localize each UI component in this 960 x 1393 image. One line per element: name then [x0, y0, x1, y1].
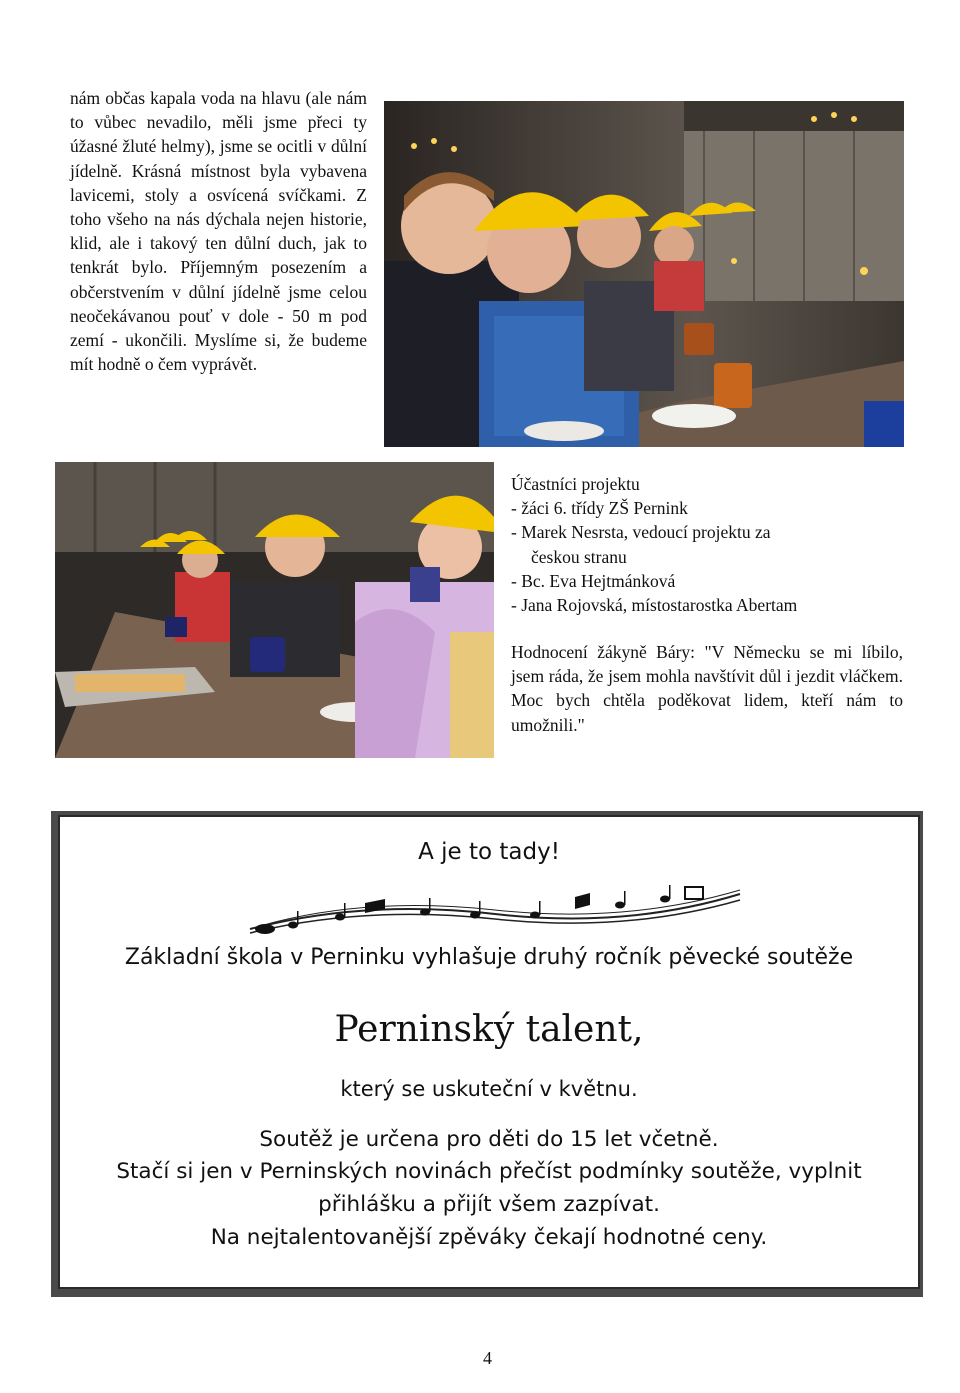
- announcement-heading: A je to tady!: [418, 839, 560, 865]
- participant-line: - Bc. Eva Hejtmánková: [511, 570, 676, 591]
- announcement-instructions-2: přihlášku a přijít všem zazpívat.: [318, 1192, 660, 1217]
- photo-bottom-illustration: [55, 462, 494, 758]
- announcement-instructions-1: Stačí si jen v Perninských novinách přečíst podmínky soutěže, vyplnit: [116, 1159, 862, 1184]
- participants-list: [511, 472, 911, 617]
- children-at-table-photo: [55, 462, 494, 758]
- music-ribbon-icon: [245, 879, 745, 939]
- announcement-prizes: Na nejtalentovanější zpěváky čekají hodnotné ceny.: [210, 1225, 768, 1250]
- competition-title: Perninský talent,: [334, 1009, 644, 1050]
- announcement-box: [58, 815, 920, 1289]
- participants-heading: Účastníci projektu: [511, 474, 640, 494]
- announcement-date: který se uskuteční v květnu.: [340, 1077, 638, 1101]
- participant-line: českou stranu: [531, 546, 627, 567]
- mine-dining-hall-photo: [384, 101, 904, 447]
- announcement-intro: Základní škola v Perninku vyhlašuje druhý ročník pěvecké soutěže: [124, 945, 854, 970]
- participant-line: - žáci 6. třídy ZŠ Pernink: [511, 498, 688, 519]
- participant-line: - Marek Nesrsta, vedoucí projektu za: [511, 522, 771, 543]
- intro-paragraph: nám občas kapala voda na hlavu (ale nám to vůbec nevadilo, měli jsme přeci ty úžasné žluté helmy), jsme se ocitli v důlní jídelně. Krásná místnost byla vybavena lavicemi, stoly a osvícená svíčkami. Z toho všeho na nás dýchala nejen historie, klid, ale i takový ten důlní duch, jak to tenkrát bylo. Příjemným posezením a občerstvením v důlní jídelně jsme celou neočekávanou pouť v dole - 50 m pod zemí - ukončili. Myslíme si, že budeme mít hodně o čem vyprávět.: [70, 88, 367, 375]
- announcement-eligibility: Soutěž je určena pro děti do 15 let včetně.: [259, 1127, 719, 1152]
- participant-line: - Jana Rojovská, místostarostka Abertam: [511, 595, 798, 616]
- photo-top-illustration: [384, 101, 904, 447]
- student-review: Hodnocení žákyně Báry: "V Německu se mi líbilo, jsem ráda, že jsem mohla navštívit důl i jezdit vláčkem. Moc bych chtěla poděkovat lidem, kteří nám to umožnili.": [511, 642, 903, 735]
- page-number: 4: [483, 1348, 492, 1368]
